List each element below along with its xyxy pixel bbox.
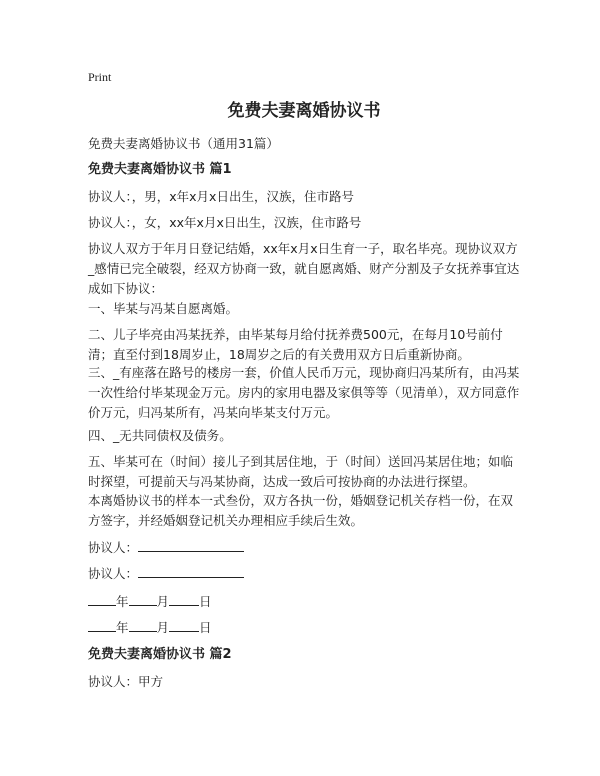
clause-4: 四、_无共同债权及债务。 — [88, 428, 232, 443]
closing-paragraph: 本离婚协议书的样本一式叁份，双方各执一份，婚姻登记机关存档一份，在双方签字，并经婚姻登记机关办理相应手续后生效。 — [88, 493, 514, 528]
clause-3: 三、_有座落在路号的楼房一套，价值人民币万元，现协商归冯某所有，由冯某一次性给付毕某现金万元。房内的家用电器及家俱等等（见清单），双方同意作价万元，归冯某所有，冯某向毕某支付万元。 — [88, 365, 520, 420]
date-row-1 — [88, 592, 520, 612]
month-blank — [129, 618, 157, 632]
clause-5: 五、毕某可在（时间）接儿子到其居住地，于（时间）送回冯某居住地；如临时探望，可提前天与冯某协商，达成一致后可按协商的办法进行探望。 — [88, 454, 514, 489]
section-2-party: 协议人：甲方 — [88, 674, 164, 689]
year-label: 年 — [116, 594, 129, 609]
party-b-info: 协议人：，女，xx年x月x日出生，汉族，住市路号 — [88, 215, 362, 230]
section-1-heading: 免费夫妻离婚协议书 篇1 — [88, 162, 232, 177]
signature-blank-2 — [138, 564, 244, 578]
print-link[interactable]: Print — [88, 70, 112, 84]
date-row-2 — [88, 618, 520, 638]
month-label: 月 — [156, 620, 170, 635]
year-label: 年 — [116, 620, 129, 635]
month-label: 月 — [156, 594, 170, 609]
signature-row-1 — [88, 538, 520, 558]
day-blank — [169, 592, 199, 606]
document-subtitle: 免费夫妻离婚协议书（通用31篇） — [88, 136, 279, 151]
page-title: 免费夫妻离婚协议书 — [227, 101, 381, 121]
party-a-info: 协议人：，男，x年x月x日出生，汉族，住市路号 — [88, 189, 354, 204]
signer-label-1: 协议人： — [88, 540, 139, 555]
clause-2: 二、儿子毕亮由冯某抚养，由毕某每月给付抚养费500元，在每月10号前付清；直至付到18周岁止，18周岁之后的有关费用双方日后重新协商。 — [88, 327, 503, 362]
signature-blank-1 — [138, 538, 244, 552]
signer-label-2: 协议人： — [88, 566, 139, 581]
day-label: 日 — [199, 620, 212, 635]
section-2-heading: 免费夫妻离婚协议书 篇2 — [88, 647, 232, 662]
agreement-intro: 协议人双方于年月日登记结婚，xx年x月x日生育一子，取名毕亮。现协议双方_感情已完全破裂，经双方协商一致，就自愿离婚、财产分割及子女抚养事宜达成如下协议： — [88, 241, 520, 296]
signature-row-2 — [88, 564, 520, 584]
month-blank — [129, 592, 157, 606]
year-blank — [88, 592, 116, 606]
year-blank — [88, 618, 116, 632]
day-blank — [169, 618, 199, 632]
day-label: 日 — [199, 594, 212, 609]
clause-1: 一、毕某与冯某自愿离婚。 — [88, 301, 239, 316]
